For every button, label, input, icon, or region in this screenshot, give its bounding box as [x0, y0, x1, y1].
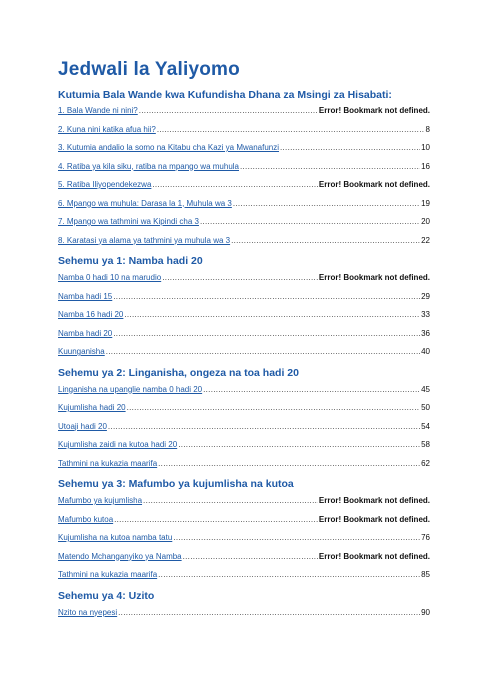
dot-leader	[173, 533, 420, 543]
toc-page-number: 54	[421, 421, 430, 431]
toc-entry-link[interactable]: 5. Ratiba Iliyopendekezwa	[58, 180, 152, 189]
toc-entry-link[interactable]: 2. Kuna nini katika afua hii?	[58, 124, 156, 134]
toc-entry[interactable]	[58, 403, 430, 413]
toc-page-number: Error! Bookmark not defined.	[318, 106, 430, 115]
toc-entry-link[interactable]: Namba hadi 20	[58, 328, 113, 338]
intro-entry-list	[58, 106, 430, 246]
toc-entry-link[interactable]: 3. Kutumia andalio la somo na Kitabu cha Kazi ya Mwanafunzi	[58, 143, 280, 152]
toc-page-number: 45	[421, 384, 430, 394]
dot-leader	[106, 347, 420, 357]
toc-page-number: 19	[421, 198, 430, 208]
toc-entry-link[interactable]: Tathmini na kukazia maarifa	[58, 570, 158, 579]
toc-page-number: 29	[421, 291, 430, 301]
toc-page-number: 76	[421, 533, 430, 542]
toc-entry-link[interactable]: Kujumlisha zaidi na kutoa hadi 20	[58, 440, 178, 449]
dot-leader	[139, 106, 318, 116]
dot-leader	[127, 403, 420, 413]
dot-leader	[143, 496, 318, 506]
dot-leader	[240, 162, 420, 172]
toc-entry[interactable]	[58, 422, 430, 432]
dot-leader	[158, 459, 420, 469]
toc-entry-link[interactable]: Utoaji hadi 20	[58, 421, 107, 431]
table-of-contents	[58, 58, 430, 626]
toc-entry[interactable]	[58, 199, 430, 209]
toc-entry-link[interactable]: Namba 0 hadi 10 na marudio	[58, 273, 162, 282]
toc-page-number: 33	[421, 310, 430, 319]
toc-entry-link[interactable]: Mafumbo kutoa	[58, 514, 114, 524]
toc-entry-link[interactable]: 7. Mpango wa tathmini wa Kipindi cha 3	[58, 217, 199, 226]
toc-entry[interactable]	[58, 217, 430, 227]
dot-leader	[158, 570, 420, 580]
toc-entry[interactable]	[58, 459, 430, 469]
dot-leader	[178, 440, 420, 450]
toc-entry[interactable]	[58, 310, 430, 320]
toc-entry[interactable]	[58, 162, 430, 172]
toc-page-number: Error! Bookmark not defined.	[318, 496, 430, 505]
dot-leader	[113, 329, 420, 339]
dot-leader	[124, 310, 420, 320]
dot-leader	[200, 217, 420, 227]
toc-page-number: 22	[421, 235, 430, 245]
toc-page-number: 58	[421, 440, 430, 449]
toc-entry[interactable]	[58, 125, 430, 135]
dot-leader	[203, 385, 420, 395]
toc-page-number: Error! Bookmark not defined.	[318, 180, 430, 189]
toc-entry[interactable]	[58, 273, 430, 283]
toc-entry-link[interactable]: Kujumlisha hadi 20	[58, 403, 126, 412]
toc-entry[interactable]	[58, 533, 430, 543]
toc-page-number: Error! Bookmark not defined.	[318, 514, 430, 524]
intro-heading: Kutumia Bala Wande kwa Kufundisha Dhana za Msingi za Hisabati:	[58, 89, 392, 101]
toc-entry-link[interactable]: 1. Bala Wande ni nini?	[58, 106, 138, 115]
toc-page-number: 50	[421, 403, 430, 412]
toc-page-number: 62	[421, 458, 430, 468]
toc-page-number: Error! Bookmark not defined.	[318, 273, 430, 282]
toc-entry-link[interactable]: Tathmini na kukazia maarifa	[58, 458, 158, 468]
toc-entry[interactable]	[58, 329, 430, 339]
toc-entry[interactable]	[58, 143, 430, 153]
dot-leader	[108, 422, 420, 432]
toc-entry[interactable]	[58, 180, 430, 190]
toc-page-number: 36	[421, 328, 430, 338]
dot-leader	[152, 180, 317, 190]
toc-entry-link[interactable]: Linganisha na upanglie namba 0 hadi 20	[58, 384, 203, 394]
toc-entry-link[interactable]: 6. Mpango wa muhula: Darasa la 1, Muhula wa 3	[58, 198, 232, 208]
dot-leader	[157, 125, 425, 135]
toc-entry[interactable]	[58, 570, 430, 580]
dot-leader	[114, 515, 318, 525]
toc-page-number: 90	[421, 607, 430, 617]
section-heading: Sehemu ya 2: Linganisha, ongeza na toa hadi 20	[58, 366, 299, 379]
section-heading: Sehemu ya 3: Mafumbo ya kujumlisha na kutoa	[58, 478, 294, 490]
toc-entry-link[interactable]: Mafumbo ya kujumlisha	[58, 496, 143, 505]
dot-leader	[231, 236, 420, 246]
toc-page-number: 16	[421, 161, 430, 171]
section-heading: Sehemu ya 4: Uzito	[58, 589, 155, 602]
toc-entry-link[interactable]: Matendo Mchanganyiko ya Namba	[58, 551, 182, 561]
toc-entry[interactable]	[58, 236, 430, 246]
dot-leader	[280, 143, 420, 153]
toc-page-number: Error! Bookmark not defined.	[318, 551, 430, 561]
toc-entry-link[interactable]: Namba hadi 15	[58, 291, 113, 301]
toc-page-number: 85	[421, 570, 430, 579]
toc-entry[interactable]	[58, 496, 430, 506]
toc-entry-link[interactable]: Nzito na nyepesi	[58, 607, 118, 617]
toc-entry[interactable]	[58, 440, 430, 450]
dot-leader	[113, 292, 420, 302]
toc-page-number: 8	[425, 124, 430, 134]
toc-entry[interactable]	[58, 608, 430, 618]
toc-entry[interactable]	[58, 347, 430, 357]
dot-leader	[118, 608, 420, 618]
toc-entry[interactable]	[58, 552, 430, 562]
toc-entry-link[interactable]: Kujumlisha na kutoa namba tatu	[58, 533, 173, 542]
toc-entry-link[interactable]: 4. Ratiba ya kila siku, ratiba na mpango wa muhula	[58, 161, 239, 171]
dot-leader	[162, 273, 318, 283]
toc-entry[interactable]	[58, 385, 430, 395]
section-heading: Sehemu ya 1: Namba hadi 20	[58, 255, 203, 267]
toc-page-number: 40	[421, 347, 430, 356]
toc-entry[interactable]	[58, 106, 430, 116]
toc-page-number: 20	[421, 217, 430, 226]
toc-entry-link[interactable]: Kuunganisha	[58, 347, 105, 356]
toc-entry-link[interactable]: Namba 16 hadi 20	[58, 310, 124, 319]
sections-container	[58, 254, 430, 618]
dot-leader	[233, 199, 420, 209]
toc-entry[interactable]	[58, 292, 430, 302]
toc-entry-link[interactable]: 8. Karatasi ya alama ya tathmini ya muhula wa 3	[58, 235, 231, 245]
toc-page-number: 10	[421, 143, 430, 152]
page-title: Jedwali la Yaliyomo	[58, 59, 240, 80]
dot-leader	[183, 552, 318, 562]
toc-entry[interactable]	[58, 515, 430, 525]
